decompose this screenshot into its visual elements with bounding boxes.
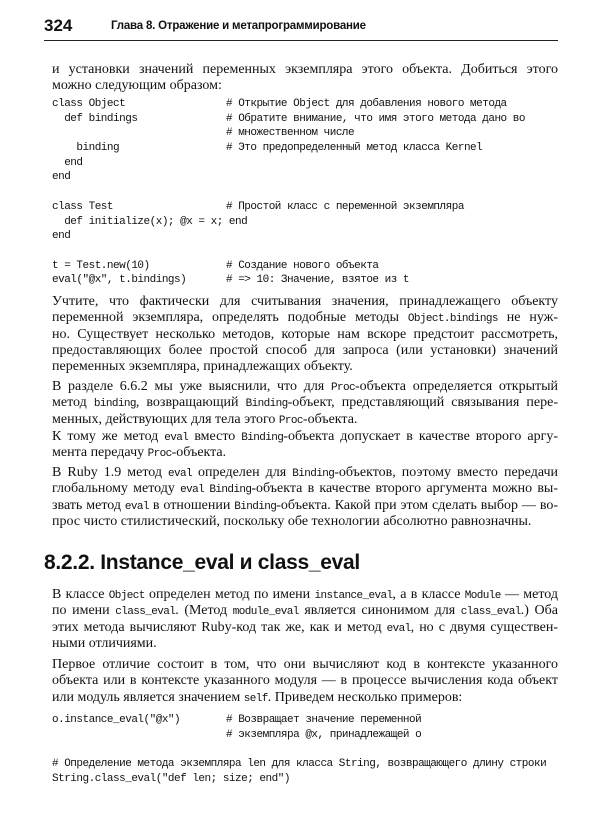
- text-run: -объекта определяется открытый: [354, 379, 559, 394]
- text-line: [52, 587, 558, 603]
- text-line: [52, 62, 558, 78]
- inline-code: eval: [180, 484, 205, 497]
- text-run: но. Существует несколько методов, которые нам вскоре предстоит рассмотреть,: [52, 326, 558, 342]
- code-line: [52, 728, 572, 743]
- code-text: o.instance_eval("@x"): [52, 714, 181, 726]
- code-line: [52, 244, 572, 259]
- text-line: [52, 78, 558, 94]
- text-line: [52, 603, 558, 619]
- code-text: end: [52, 156, 83, 169]
- text-line: [52, 514, 558, 530]
- code-line: [52, 772, 572, 787]
- paragraph: [52, 379, 558, 428]
- inline-code: eval: [386, 622, 411, 635]
- text-line: [52, 343, 558, 359]
- text-run: -объекта.: [302, 411, 358, 427]
- text-run: ными отличиями.: [52, 635, 157, 651]
- text-run: -объектов, поэтому вместо передачи: [334, 465, 559, 480]
- text-run: В классе: [52, 587, 109, 602]
- code-line: [52, 742, 572, 757]
- text-run: , но с двумя существен-: [410, 619, 558, 635]
- text-line: [52, 412, 558, 428]
- text-line: [52, 327, 558, 343]
- running-header: [44, 14, 558, 41]
- paragraph: [52, 62, 558, 95]
- text-run: В Ruby 1.9 метод: [52, 465, 168, 480]
- inline-code: Binding: [234, 500, 277, 513]
- code-line: [52, 259, 572, 274]
- text-run: , возвращающий: [135, 395, 246, 411]
- text-run: -объекта допускает в качестве второго аргу-: [283, 429, 558, 444]
- code-block: [52, 713, 572, 786]
- text-run: глобальному методу: [52, 481, 181, 497]
- code-comment: # Создание нового объекта: [226, 259, 379, 272]
- code-comment: # множественном числе: [226, 127, 355, 140]
- inline-code: class_eval: [460, 606, 521, 619]
- code-line: [52, 126, 572, 141]
- text-line: [52, 636, 558, 652]
- code-text: [52, 728, 226, 743]
- text-run: Учтите, что фактически для считывания значения, принадлежащего объекту: [52, 294, 558, 309]
- text-line: [52, 498, 558, 514]
- code-line: [52, 229, 572, 244]
- code-comment: # экземпляра @x, принадлежащей o: [226, 728, 422, 741]
- code-text: def initialize(x); @x = x; end: [52, 215, 248, 228]
- text-run: или модуль является значением: [52, 689, 244, 705]
- code-block: [52, 97, 572, 288]
- code-line: [52, 97, 572, 112]
- code-text: def bindings: [52, 112, 138, 125]
- text-line: [52, 294, 558, 310]
- text-run: в отношении: [148, 497, 235, 513]
- text-run: Первое отличие состоит в том, что они вычисляют код в контексте указанного: [52, 657, 558, 672]
- text-line: [52, 481, 558, 497]
- code-line: [52, 141, 572, 156]
- paragraph: [52, 657, 558, 706]
- inline-code: Object.bindings: [407, 313, 498, 326]
- code-comment: # Простой класс с переменной экземпляра: [226, 200, 464, 213]
- inline-code: Module: [464, 590, 501, 602]
- code-line: [52, 215, 572, 230]
- inline-code: Binding: [245, 398, 288, 411]
- code-line: [52, 170, 572, 185]
- paragraph: [52, 429, 558, 462]
- text-line: [52, 465, 558, 481]
- text-run: . (Метод: [175, 603, 233, 619]
- text-line: [52, 429, 558, 445]
- text-run: определен метод по имени: [144, 587, 315, 602]
- code-line: [52, 185, 572, 200]
- chapter-title: Глава 8. Отражение и метапрограммирование: [111, 20, 366, 32]
- text-run: определен для: [192, 465, 293, 480]
- text-run: -объекта.: [171, 445, 227, 461]
- code-text: end: [52, 230, 71, 243]
- code-line: [52, 112, 572, 127]
- code-text: binding: [52, 142, 120, 155]
- text-run: , а в классе: [392, 587, 465, 602]
- inline-code: Binding: [241, 432, 284, 444]
- text-line: [52, 359, 558, 375]
- inline-code: class_eval: [115, 606, 176, 619]
- paragraph: [52, 294, 558, 375]
- text-run: К тому же метод: [52, 429, 165, 444]
- code-line: [52, 757, 572, 772]
- text-run: прос чисто стилистический, поскольку обе технологии абсолютно равнозначны.: [52, 513, 532, 529]
- text-run: этих метода вычисляют Ruby-код так же, как и метод: [52, 619, 387, 635]
- text-run: не нуж-: [497, 310, 558, 326]
- text-run: и установки значений переменных экземпляра этого объекта. Добиться этого: [52, 62, 558, 77]
- code-comment: # => 10: Значение, взятое из t: [226, 274, 410, 287]
- code-text: t = Test.new(10): [52, 259, 150, 272]
- inline-code: Proc: [330, 382, 355, 394]
- text-run: переменных экземпляра, принадлежащих объекту.: [52, 359, 353, 375]
- text-run: звать метод: [52, 497, 125, 513]
- inline-code: binding: [93, 398, 136, 411]
- text-run: . Приведем несколько примеров:: [267, 689, 463, 705]
- section-heading: 8.2.2. Instance_eval и class_eval: [44, 551, 360, 574]
- code-text: [52, 126, 226, 141]
- text-line: [52, 379, 558, 395]
- text-line: [52, 657, 558, 673]
- text-run: вместо: [188, 429, 242, 444]
- text-run: можно следующим образом:: [52, 78, 222, 94]
- code-comment: # Возвращает значение переменной: [226, 714, 422, 726]
- text-run: является синонимом для: [298, 603, 461, 619]
- text-line: [52, 620, 558, 636]
- text-run: предоставляющих более простой способ для запроса (или установки) значений: [52, 342, 558, 358]
- inline-code: eval: [164, 432, 189, 444]
- text-run: .) Оба: [520, 603, 558, 619]
- code-text: class Test: [52, 200, 114, 213]
- text-run: -объект, представляющий связывания пере-: [287, 395, 558, 411]
- code-line: [52, 273, 572, 288]
- text-run: объекта или в контексте указанного модуля — в процессе вычисления кода объект: [52, 673, 558, 689]
- code-text: class Object: [52, 98, 126, 110]
- code-comment: # Это предопределенный метод класса Kernel: [226, 142, 483, 155]
- inline-code: module_eval: [232, 606, 299, 619]
- text-run: переменной экземпляра, определять подобные методы: [52, 310, 408, 326]
- text-line: [52, 395, 558, 411]
- paragraph: [52, 587, 558, 652]
- text-run: менных, действующих для тела этого: [52, 411, 279, 427]
- text-run: В разделе 6.6.2 мы уже выяснили, что для: [52, 379, 331, 394]
- text-run: по имени: [52, 603, 116, 619]
- inline-code: eval: [124, 500, 149, 513]
- inline-code: self: [243, 692, 268, 705]
- text-run: -объекта в качестве второго аргумента можно вы-: [251, 481, 558, 497]
- page-number: 324: [44, 16, 73, 35]
- text-line: [52, 690, 558, 706]
- code-line: [52, 713, 572, 728]
- inline-code: eval: [168, 468, 193, 480]
- text-line: [52, 673, 558, 689]
- code-line: [52, 200, 572, 215]
- text-line: [52, 445, 558, 461]
- code-text: # Определение метода экземпляра len для класса String, возвращающего длину строки: [52, 758, 547, 771]
- inline-code: instance_eval: [314, 590, 393, 602]
- text-run: -объекта. Какой при этом сделать выбор — во-: [276, 497, 558, 513]
- text-run: метод: [52, 395, 94, 411]
- inline-code: Object: [108, 590, 145, 602]
- code-text: end: [52, 171, 71, 184]
- paragraph: [52, 465, 558, 530]
- inline-code: Proc: [278, 414, 303, 427]
- inline-code: Proc: [147, 448, 172, 461]
- code-line: [52, 156, 572, 171]
- text-run: — метод: [500, 587, 558, 602]
- code-comment: # Обратите внимание, что имя этого метода дано во: [226, 112, 525, 125]
- text-run: мента передачу: [52, 445, 148, 461]
- code-text: String.class_eval("def len; size; end"): [52, 772, 290, 785]
- text-line: [52, 310, 558, 326]
- inline-code: Binding: [292, 468, 335, 480]
- code-comment: # Открытие Object для добавления нового метода: [226, 98, 507, 110]
- code-text: eval("@x", t.bindings): [52, 274, 187, 287]
- inline-code: Binding: [209, 484, 252, 497]
